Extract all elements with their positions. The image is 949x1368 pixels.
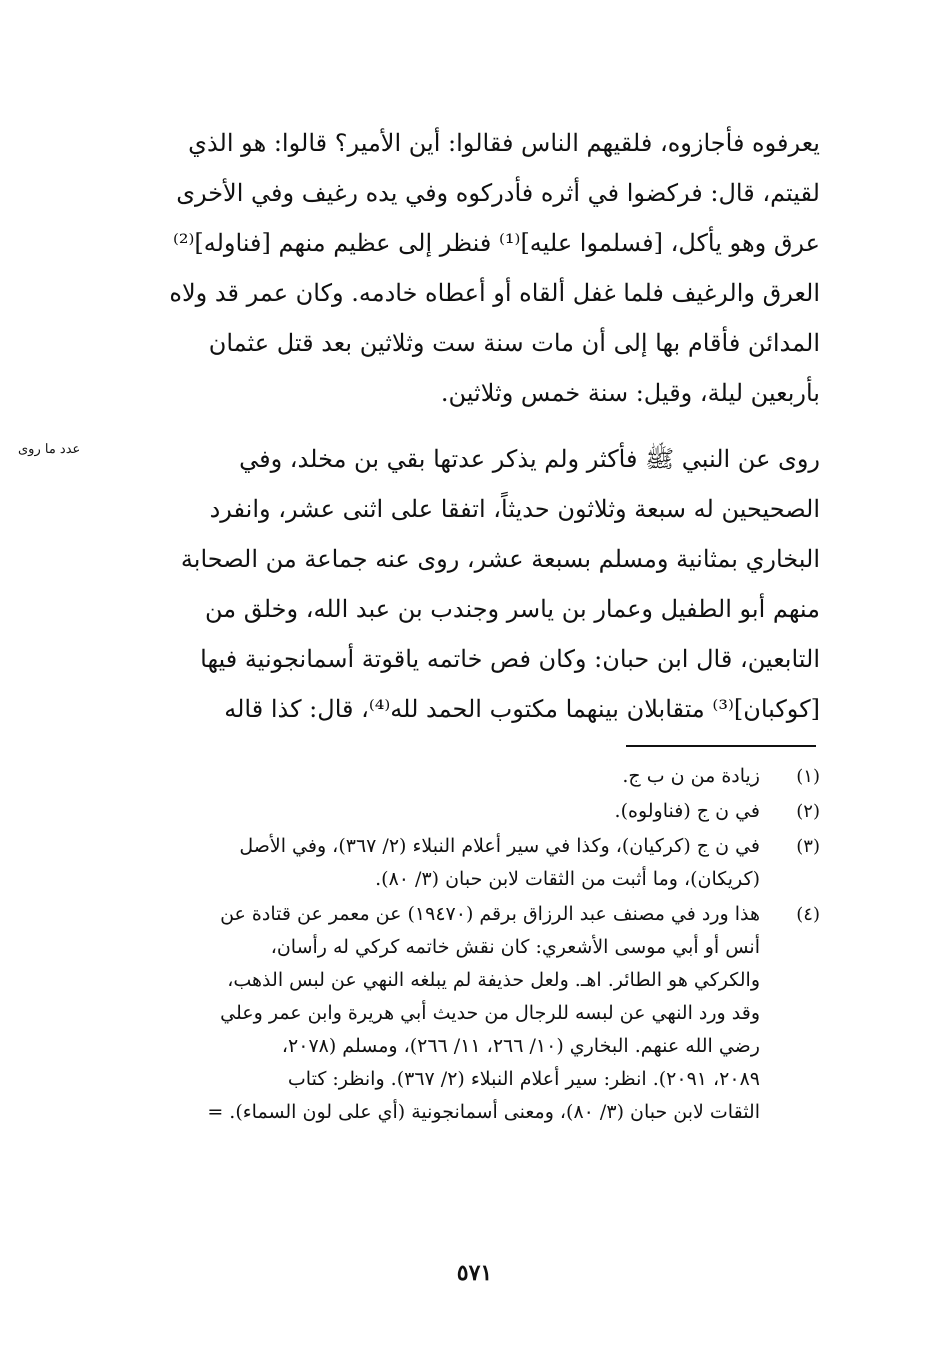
text-line: بأربعين ليلة، وقيل: سنة خمس وثلاثين. — [440, 379, 820, 407]
text-line: العرق والرغيف فلما غفل ألقاه أو أعطاه خادمه. وكان عمر قد ولاه — [169, 279, 820, 307]
text-line: يعرفوه فأجازوه، فلقيهم الناس فقالوا: أين الأمير؟ قالوا: هو الذي — [188, 129, 820, 157]
footnote-line: أنس أو أبي موسى الأشعري: كان نقش خاتمه كركي له رأسان، — [270, 936, 760, 958]
footnote-line: والكركي هو الطائر. اهـ. ولعل حذيفة لم يبلغه النهي عن لبس الذهب، — [227, 969, 760, 991]
footnote-number: (٣) — [796, 836, 820, 857]
footnote-number: (٤) — [796, 904, 820, 925]
footnote-number: (٢) — [796, 801, 820, 822]
main-text — [120, 118, 820, 734]
footnote — [140, 795, 820, 828]
footnote-line: الثقات لابن حبان (٣/ ٨٠)، ومعنى أسمانجونية (أي على لون السماء). = — [207, 1101, 760, 1123]
text-line: لقيتم، قال: فركضوا في أثره فأدركوه وفي يده رغيف وفي الأخرى — [176, 179, 820, 207]
footnote-line: (كريكان)، وما أثبت من الثقات لابن حبان (٣/ ٨٠). — [375, 868, 760, 890]
text-line: روى عن النبي ﷺ فأكثر ولم يذكر عدتها بقي بن مخلد، وفي — [239, 445, 820, 473]
footnote-separator — [626, 745, 816, 747]
footnote-line: هذا ورد في مصنف عبد الرزاق برقم (١٩٤٧٠) عن معمر عن قتادة عن — [220, 903, 760, 925]
text-line: [كوكبان]⁽³⁾ متقابلان بينهما مكتوب الحمد لله⁽⁴⁾، قال: كذا قاله — [224, 695, 820, 723]
footnote-line: في ن ج (فناولوه). — [614, 800, 760, 822]
footnote-line: في ن ج (كركيان)، وكذا في سير أعلام النبلاء (٢/ ٣٦٧)، وفي الأصل — [239, 835, 760, 857]
text-line: المدائن فأقام بها إلى أن مات سنة ست وثلاثين بعد قتل عثمان — [208, 329, 820, 357]
footnotes — [140, 760, 820, 1131]
text-line: منهم أبو الطفيل وعمار بن ياسر وجندب بن عبد الله، وخلق من — [204, 595, 820, 623]
footnote-line: ٢٠٨٩، ٢٠٩١). انظر: سير أعلام النبلاء (٢/ ٣٦٧). وانظر: كتاب — [287, 1068, 760, 1090]
footnote-line: وقد ورد النهي عن لبسه للرجال من حديث أبي هريرة وابن عمر وعلي — [220, 1002, 760, 1024]
footnote — [140, 760, 820, 793]
footnote — [140, 898, 820, 1129]
page-number: ٥٧١ — [456, 1260, 493, 1286]
footnote-line: زيادة من ن ب ج. — [622, 765, 760, 787]
footnote-number: (١) — [796, 766, 820, 787]
text-line: الصحيحين له سبعة وثلاثون حديثاً، اتفقا على اثنى عشر، وانفرد — [209, 495, 820, 523]
paragraph-spacer — [120, 418, 820, 434]
footnote-line: رضي الله عنهم. البخاري (١٠/ ٢٦٦، ١١/ ٢٦٦)، ومسلم (٢٠٧٨، — [281, 1035, 760, 1057]
text-line: عرق وهو يأكل، [فسلموا عليه]⁽¹⁾ فنظر إلى عظيم منهم [فناوله]⁽²⁾ — [172, 229, 820, 257]
paragraph — [120, 434, 820, 734]
text-line: التابعين، قال ابن حبان: وكان فص خاتمه ياقوتة أسمانجونية فيها — [200, 645, 820, 673]
margin-note: عدد ما روى — [18, 442, 81, 457]
text-line: البخاري بمثانية ومسلم بسبعة عشر، روى عنه جماعة من الصحابة — [180, 545, 820, 573]
footnote — [140, 830, 820, 896]
paragraph — [120, 118, 820, 418]
